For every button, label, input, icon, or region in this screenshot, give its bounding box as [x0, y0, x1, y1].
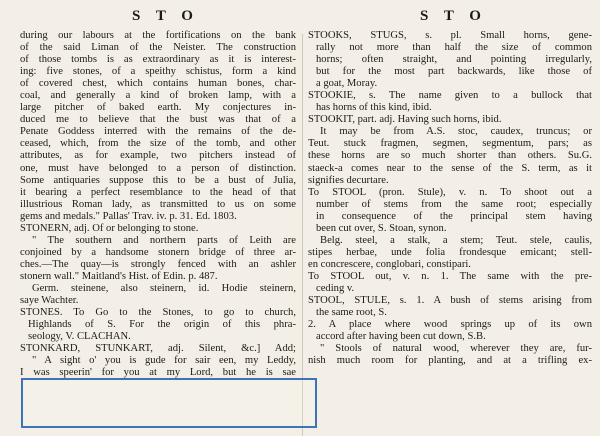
text-line: ing: five stones, of a speithy schistus, form a kind [20, 66, 296, 78]
entry-stooks: STOOKS, STUGS, s. pl. Small horns, gene- [308, 30, 592, 41]
entry-stookit: STOOKIT, part. adj. Having such horns, ibid. [308, 114, 502, 126]
text-line: nish much room for planting, and at a trifling ex- [308, 355, 592, 367]
text-line: coal, and generally a kind of broken lamp, with a [20, 90, 296, 102]
right-column [308, 30, 592, 367]
entry-stonern: STONERN, adj. Of or belonging to stone. [20, 222, 199, 234]
text-line: rally not more than half the size of common [316, 42, 592, 54]
text-line: staeck-a comes near to the sense of the S. term, as it [308, 162, 592, 174]
entry-stones: STONES. To Go to the Stones, to go to church, [20, 307, 296, 319]
text-line: in consequence of the principal stem having [316, 210, 592, 222]
running-head-right: S T O [420, 8, 487, 24]
text-line: accord after having been cut down, S.B. [316, 331, 486, 343]
text-line: Belg. steel, a stalk, a stem; Teut. stele, caulis, [320, 234, 592, 246]
entry-to-stool-out: To STOOL out, v. n. 1. The same with the pre- [308, 270, 592, 282]
text-line: saye Wachter. [20, 295, 79, 307]
text-line: Penate Goddess interred with the remains of the de- [20, 126, 296, 138]
running-head-left: S T O [132, 8, 199, 24]
text-line: these horns are so much shorter than others. Su.G. [308, 150, 592, 162]
text-line: " The southern and northern parts of Leith are [32, 234, 296, 246]
text-line: It may be from A.S. stoc, caudex, truncus; or [320, 126, 592, 138]
text-line: I was speerin' for you at my Lord, but he is sae [20, 367, 296, 379]
text-line: been cut over, S. Stoan, synon. [316, 222, 447, 234]
text-line: Germ. steinene, also steinern, id. Hodie steinern, [32, 282, 296, 294]
entry-stonkard: STONKARD, STUNKART, adj. Silent, &c.] Add; [20, 343, 296, 355]
text-line: ches.—The quay—is strongly fenced with an ashler [20, 258, 296, 270]
text-line: signifies decurtare. [308, 174, 389, 186]
text-line: Some antiquaries suppose this to be a bust of Julia, [20, 174, 296, 186]
text-line: illustrious Roman lady, as transmitted to us on some [20, 198, 296, 210]
column-divider [302, 34, 303, 436]
entry-to-stool: To STOOL (pron. Stule), v. n. To shoot out a [308, 186, 592, 198]
text-line: of those tombs is as extraordinary as it is interest- [20, 54, 296, 66]
text-line: number of stems from the same root; especially [316, 198, 592, 210]
highlight-box-stones [21, 378, 317, 428]
text-line: but for the most part backwards, like those of [316, 66, 592, 78]
text-line: conjoined by a handsome stonern bridge of three ar- [20, 246, 296, 258]
text-line: during our labours at the fortifications on the bank [20, 30, 296, 41]
text-line: of the said Liman of the Neister. The construction [20, 42, 296, 54]
text-line: Highlands of S. For the origin of this phra- [28, 319, 296, 331]
text-line: it bearing a perfect resemblance to the head of that [20, 186, 296, 198]
text-line: " Stools of natural wood, wherever they are, fur- [320, 343, 592, 355]
left-column [20, 30, 296, 379]
text-line: 2. A place where wood springs up of its own [308, 319, 592, 331]
page-header [0, 0, 600, 30]
text-line: attributes, as for example, two pitchers instead of [20, 150, 296, 162]
text-line: stipes herbae, unde folia frondesque emicant; stell- [308, 246, 592, 258]
text-line: duced me to believe that the bust was that of a [20, 114, 296, 126]
text-line: seology, V. CLACHAN. [28, 331, 131, 343]
text-line: horns; often straight, and pointing irregularly, [316, 54, 592, 66]
text-line: has horns of this kind, ibid. [316, 102, 432, 114]
text-line: one, must have belonged to a person of distinction. [20, 162, 296, 174]
text-line: ceding v. [316, 282, 355, 294]
text-line: ceased, which, from the size of the tomb, and other [20, 138, 296, 150]
text-line: a goat, Moray. [316, 78, 378, 90]
text-line: en concrescere, conglobari, constipari. [308, 258, 471, 270]
text-line: the same root, S. [316, 307, 387, 319]
entry-stool: STOOL, STULE, s. 1. A bush of stems arising from [308, 295, 592, 307]
text-line: stonern wall." Maitland's Hist. of Edin. p. 487. [20, 270, 218, 282]
text-line: large pitcher of baked earth. My conjectures in- [20, 102, 296, 114]
text-line: of covered chest, which contains human bones, char- [20, 78, 296, 90]
text-line: " A sight o' you is gude for sair een, my Leddy, [32, 355, 296, 367]
text-line: gems and medals." Pallas' Trav. iv. p. 31. Ed. 1803. [20, 210, 237, 222]
entry-stookie: STOOKIE, s. The name given to a bullock that [308, 90, 592, 102]
text-line: Teut. stuck fragmen, segmen, segmentum, pars; as [308, 138, 592, 150]
